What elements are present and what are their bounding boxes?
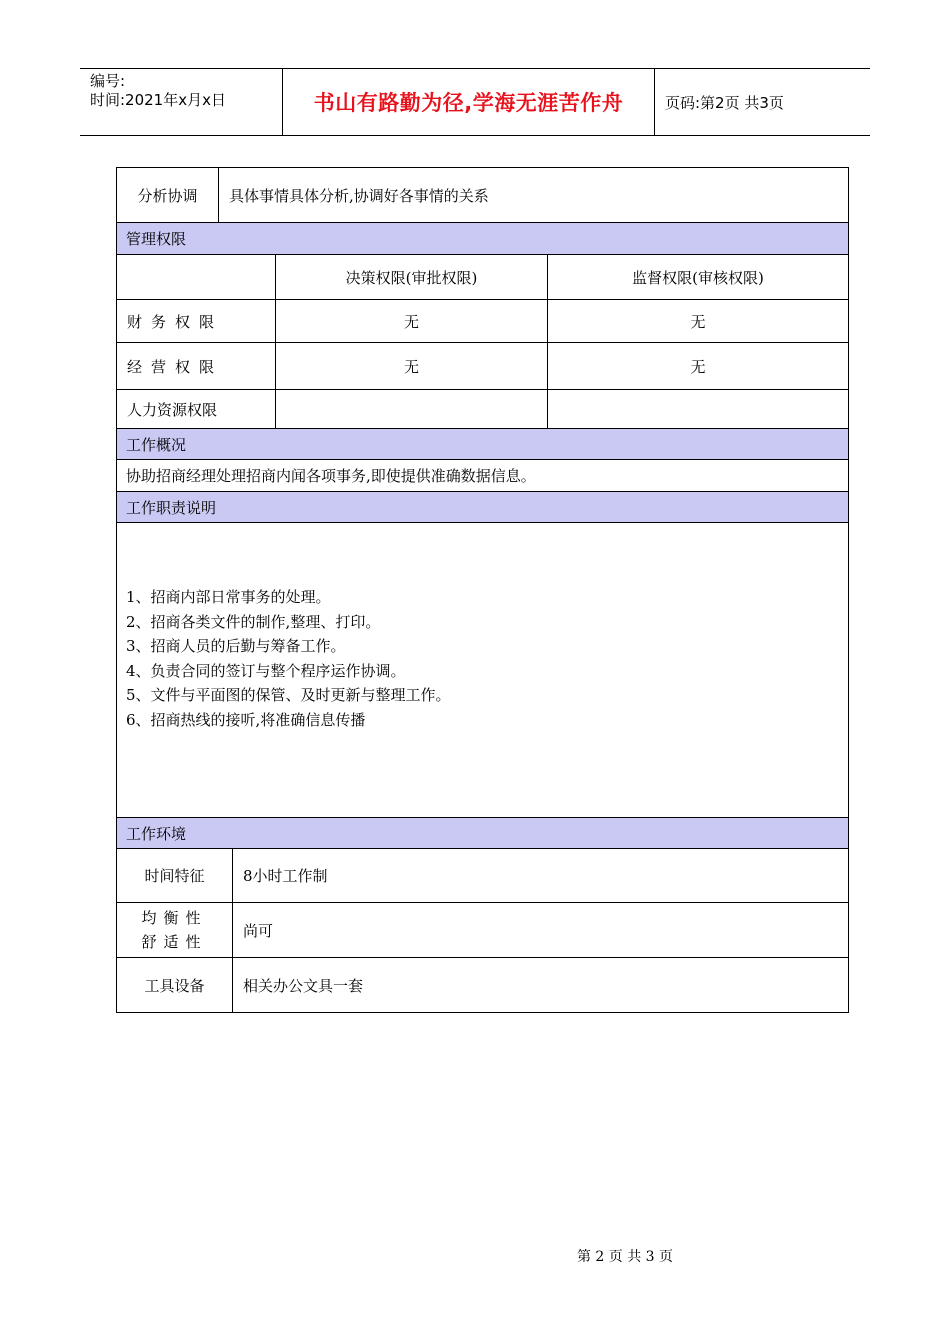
header-meta xyxy=(80,69,282,135)
authority-row-supervise: 无 xyxy=(547,300,848,342)
environment-balance-row xyxy=(117,903,848,958)
environment-tools-label: 工具设备 xyxy=(144,976,205,995)
environment-time-label: 时间特征 xyxy=(144,867,205,885)
duties-body xyxy=(117,523,848,818)
analysis-value: 具体事情具体分析,协调好各事情的关系 xyxy=(218,168,848,222)
environment-balance-label xyxy=(117,903,232,957)
environment-balance-label-1: 均衡性 xyxy=(141,909,208,927)
authority-header-row xyxy=(117,255,848,300)
page-footer: 第 2 页 共 3 页 xyxy=(576,1249,674,1265)
authority-row-supervise: 无 xyxy=(547,343,848,389)
header-page-number: 页码:第2页 共3页 xyxy=(665,93,784,112)
header-motto-cell xyxy=(282,69,655,135)
authority-col-decision: 决策权限(审批权限) xyxy=(275,255,547,299)
authority-row-decision: 无 xyxy=(275,300,547,342)
authority-row-hr xyxy=(117,390,848,429)
list-item: 6、招商热线的接听,将准确信息传播 xyxy=(126,710,366,729)
authority-row-decision xyxy=(275,390,547,428)
duties-list xyxy=(117,523,848,732)
environment-section-title: 工作环境 xyxy=(117,818,848,849)
overview-text: 协助招商经理处理招商内闻各项事务,即使提供准确数据信息。 xyxy=(117,460,848,492)
analysis-row xyxy=(117,168,848,223)
header-motto: 书山有路勤为径,学海无涯苦作舟 xyxy=(313,91,624,115)
environment-time-row xyxy=(117,849,848,903)
authority-row-label: 财务权限 xyxy=(127,312,224,331)
authority-row-operation xyxy=(117,343,848,390)
list-item: 4、负责合同的签订与整个程序运作协调。 xyxy=(126,661,406,680)
environment-tools-value: 相关办公文具一套 xyxy=(232,958,848,1012)
list-item: 2、招商各类文件的制作,整理、打印。 xyxy=(126,612,381,631)
authority-row-label: 经营权限 xyxy=(127,357,224,376)
list-item: 1、招商内部日常事务的处理。 xyxy=(126,588,331,606)
authority-header-blank xyxy=(117,255,275,299)
page-header xyxy=(80,68,870,136)
environment-balance-value: 尚可 xyxy=(232,903,848,957)
document-number: 编号: xyxy=(90,72,126,90)
authority-section-title: 管理权限 xyxy=(117,223,848,255)
environment-balance-label-2: 舒适性 xyxy=(141,933,208,951)
authority-row-decision: 无 xyxy=(275,343,547,389)
list-item: 3、招商人员的后勤与筹备工作。 xyxy=(126,637,346,655)
duties-section-title: 工作职责说明 xyxy=(117,492,848,523)
list-item: 5、文件与平面图的保管、及时更新与整理工作。 xyxy=(126,686,451,704)
authority-row-label: 人力资源权限 xyxy=(127,400,218,419)
overview-section-title: 工作概况 xyxy=(117,429,848,460)
environment-time-value: 8小时工作制 xyxy=(232,849,848,902)
authority-row-finance xyxy=(117,300,848,343)
analysis-label: 分析协调 xyxy=(137,186,198,205)
job-description-table xyxy=(116,167,849,1013)
document-date: 时间:2021年x月x日 xyxy=(90,91,226,109)
environment-tools-row xyxy=(117,958,848,1012)
authority-row-supervise xyxy=(547,390,848,428)
authority-col-supervise: 监督权限(审核权限) xyxy=(547,255,848,299)
